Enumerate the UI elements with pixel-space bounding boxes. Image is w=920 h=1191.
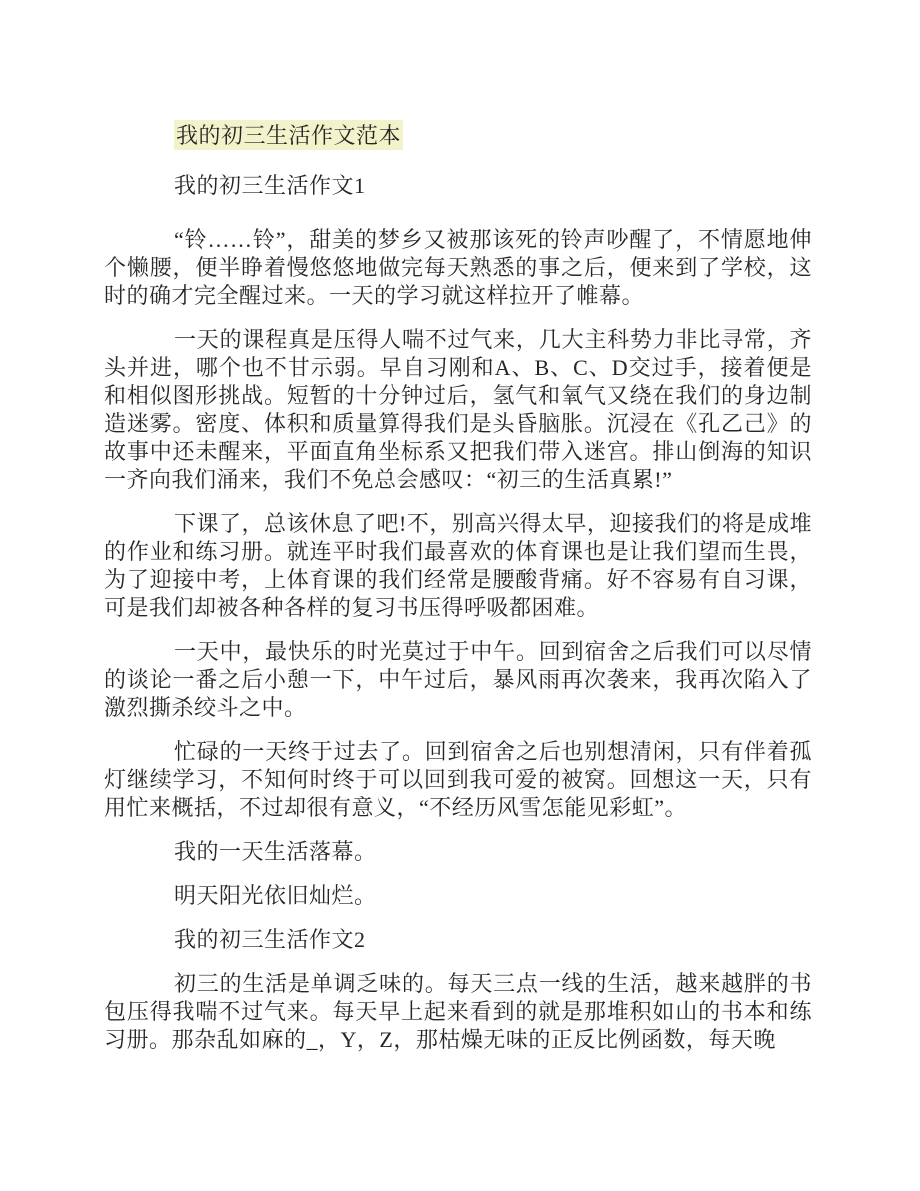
essay2-heading: 我的初三生活作文2 [174, 927, 366, 952]
essay1-closing-line-1: 我的一天生活落幕。 [174, 839, 377, 864]
essay1-closing-line-2: 明天阳光依旧灿烂。 [174, 883, 377, 908]
essay1-paragraph-4: 一天中，最快乐的时光莫过于中午。回到宿舍之后我们可以尽情的谈论一番之后小憩一下，中午过后，暴风雨再次袭来，我再次陷入了激烈撕杀绞斗之中。 [104, 639, 812, 720]
essay1-paragraph-3: 下课了，总该休息了吧!不，别高兴得太早，迎接我们的将是成堆的作业和练习册。就连平时我们最喜欢的体育课也是让我们望而生畏，为了迎接中考，上体育课的我们经常是腰酸背痛。好不容易有自习课，可是我们却被各种各样的复习书压得呼吸都困难。 [104, 511, 812, 620]
essay-title-line [104, 122, 812, 150]
essay1-heading: 我的初三生活作文1 [174, 173, 366, 198]
essay1-paragraph-1: “铃……铃”，甜美的梦乡又被那该死的铃声吵醒了，不情愿地伸个懒腰，便半睁着慢悠悠地做完每天熟悉的事之后，便来到了学校，这时的确才完全醒过来。一天的学习就这样拉开了帷幕。 [104, 227, 812, 308]
essay1-paragraph-2: 一天的课程真是压得人喘不过气来，几大主科势力非比寻常，齐头并进，哪个也不甘示弱。早自习刚和A、B、C、D交过手，接着便是和相似图形挑战。短暂的十分钟过后，氢气和氧气又绕在我们的身边制造迷雾。密度、体积和质量算得我们是头昏脑胀。沉浸在《孔乙己》的故事中还未醒来，平面直角坐标系又把我们带入迷宫。排山倒海的知识一齐向我们涌来，我们不免总会感叹：“初三的生活真累!” [104, 327, 812, 492]
document-page [104, 122, 812, 1070]
essay2-paragraph-1: 初三的生活是单调乏味的。每天三点一线的生活，越来越胖的书包压得我喘不过气来。每天早上起来看到的就是那堆积如山的书本和练习册。那杂乱如麻的_，Y，Z，那枯燥无味的正反比例函数，每天晚 [104, 971, 812, 1052]
essay-title-highlight: 我的初三生活作文范本 [174, 120, 403, 150]
essay1-paragraph-5: 忙碌的一天终于过去了。回到宿舍之后也别想清闲，只有伴着孤灯继续学习，不知何时终于可以回到我可爱的被窝。回想这一天，只有用忙来概括，不过却很有意义，“不经历风雪怎能见彩虹”。 [104, 739, 812, 820]
